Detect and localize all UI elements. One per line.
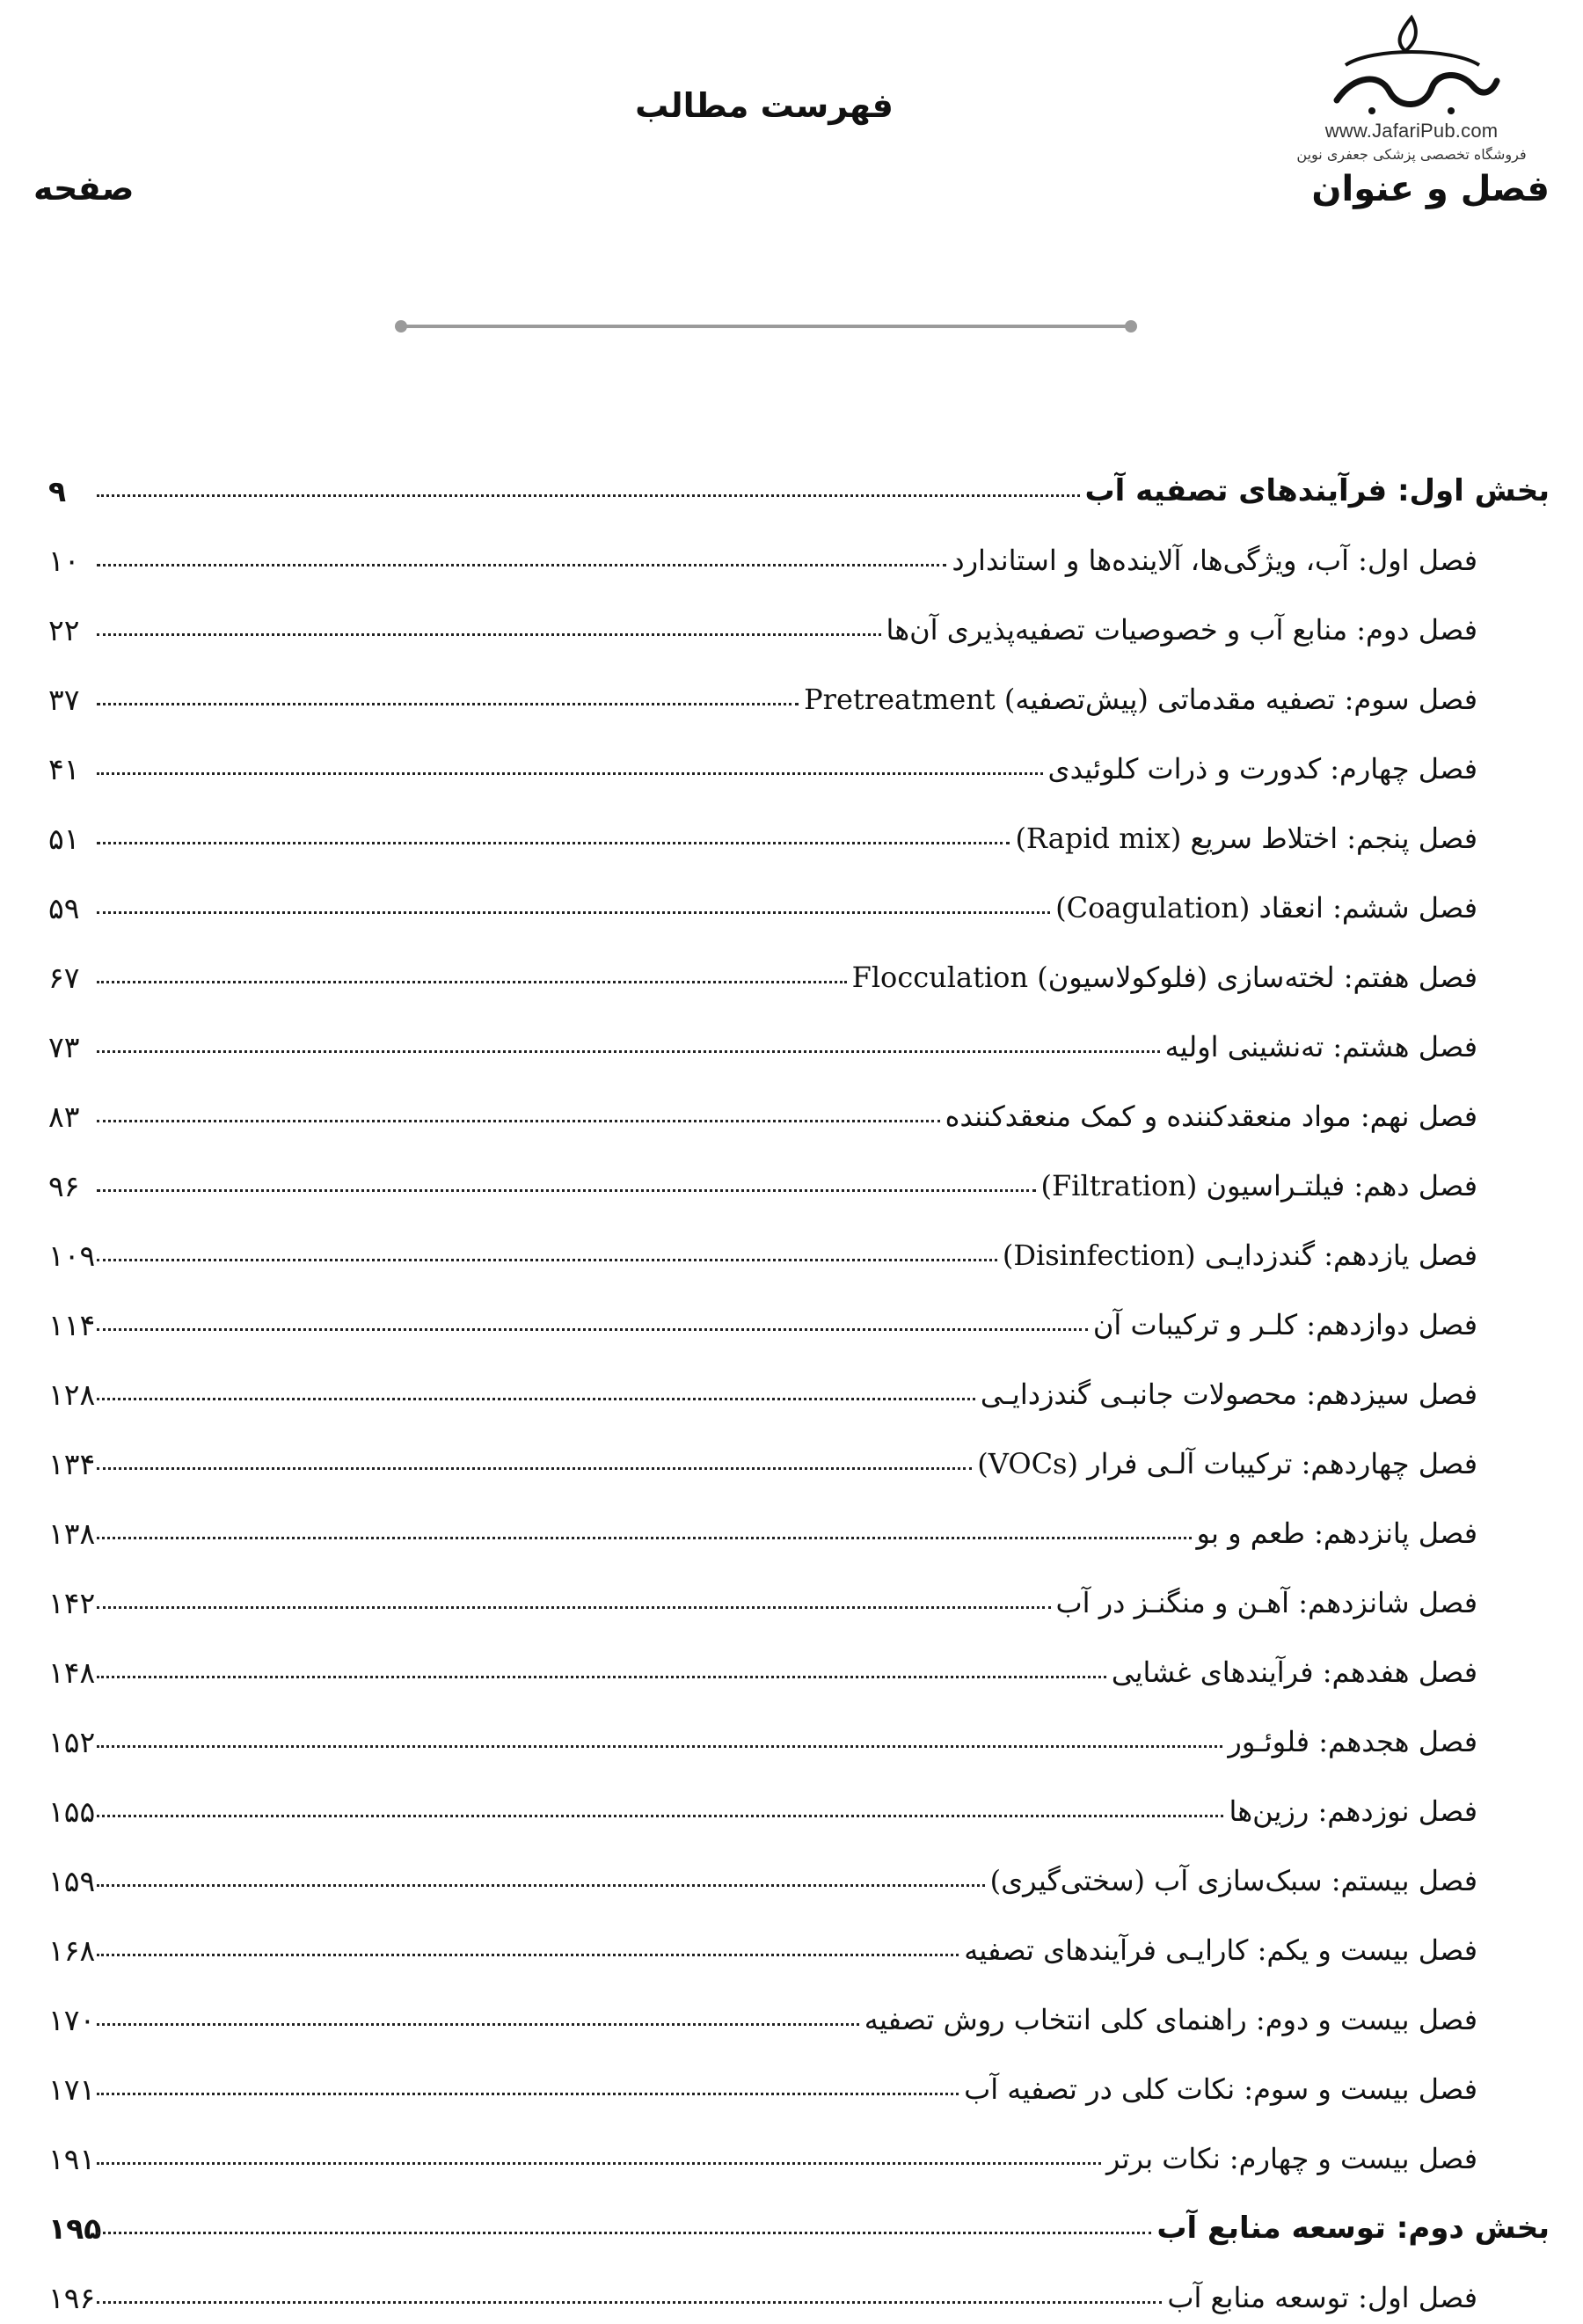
toc-leader-dots <box>97 2301 1162 2304</box>
toc-leader-dots <box>97 1120 940 1122</box>
chapter-title-heading: فصل و عنوان <box>1311 169 1550 209</box>
toc-leader-dots <box>97 494 1080 497</box>
toc-chapter-title: فصل اول: آب، ویژگی‌ها، آلاینده‌ها و استاندارد <box>948 544 1477 577</box>
toc-leader-dots <box>97 1259 997 1261</box>
toc-chapter-row[interactable] <box>0 1993 1583 2046</box>
toc-leader-dots <box>97 2093 959 2095</box>
toc-chapter-row[interactable] <box>0 1090 1583 1143</box>
toc-page-number: ۱۵۵ <box>48 1794 96 1829</box>
toc-page-number: ۱۶۸ <box>48 1933 96 1968</box>
toc-leader-dots <box>97 1398 975 1400</box>
toc-chapter-title: فصل اول: توسعه منابع آب <box>1164 2281 1477 2314</box>
toc-chapter-title: فصل شانزدهم: آهـن و منگنـز در آب <box>1053 1586 1477 1619</box>
toc-chapter-row[interactable] <box>0 2271 1583 2324</box>
toc-chapter-row[interactable] <box>0 742 1583 795</box>
toc-chapter-title: فصل پانزدهم: طعم و بو <box>1193 1516 1477 1550</box>
toc-chapter-row[interactable] <box>0 1020 1583 1073</box>
toc-chapter-row[interactable] <box>0 1715 1583 1768</box>
toc-chapter-title: فصل بیست و سوم: نکات کلی در تصفیه آب <box>960 2072 1477 2106</box>
toc-chapter-row[interactable] <box>0 1368 1583 1421</box>
toc-page-number: ۱۹۵ <box>48 2211 102 2246</box>
toc-leader-dots <box>97 703 799 705</box>
toc-page-number: ۱۹۱ <box>48 2141 96 2176</box>
toc-page-number: ۱۴۸ <box>48 1655 96 1690</box>
toc-chapter-title: فصل پنجم: اختلاط سریع (Rapid mix) <box>1011 822 1477 855</box>
toc-part-title: بخش دوم: توسعه منابع آب <box>1153 2211 1550 2246</box>
toc-chapter-row[interactable] <box>0 1437 1583 1490</box>
toc-chapter-row[interactable] <box>0 2063 1583 2116</box>
toc-page-number: ۵۱ <box>48 821 80 856</box>
page-title: فهرست مطالب <box>635 86 894 125</box>
toc-page-number: ۱۰۹ <box>48 1238 96 1273</box>
toc-leader-dots <box>97 1676 1106 1678</box>
toc-chapter-row[interactable] <box>0 534 1583 587</box>
toc-leader-dots <box>97 911 1050 914</box>
toc-chapter-row[interactable] <box>0 1298 1583 1351</box>
toc-chapter-row[interactable] <box>0 881 1583 934</box>
toc-page-number: ۱۲۸ <box>48 1377 96 1412</box>
toc-chapter-row[interactable] <box>0 603 1583 656</box>
toc-chapter-row[interactable] <box>0 1854 1583 1907</box>
toc-chapter-row[interactable] <box>0 951 1583 1004</box>
toc-leader-dots <box>97 1189 1036 1192</box>
toc-leader-dots <box>97 2232 1151 2234</box>
toc-page-number: ۲۲ <box>48 612 80 647</box>
toc-chapter-title: فصل دهم: فیلتـراسیون (Filtration) <box>1038 1169 1477 1202</box>
toc-chapter-row[interactable] <box>0 1159 1583 1212</box>
toc-chapter-title: فصل چهاردهم: ترکیبات آلـی فرار (VOCs) <box>974 1447 1477 1480</box>
toc-page-number: ۱۵۹ <box>48 1863 96 1898</box>
section-divider <box>395 321 1137 332</box>
toc-leader-dots <box>97 842 1010 844</box>
toc-page-number: ۱۰ <box>48 543 80 578</box>
toc-chapter-title: فصل بیست و دوم: راهنمای کلی انتخاب روش تصفیه <box>861 2003 1477 2036</box>
toc-page-number: ۱۷۱ <box>48 2072 96 2107</box>
toc-page-number: ۵۹ <box>48 890 80 925</box>
toc-leader-dots <box>97 564 946 566</box>
toc-leader-dots <box>97 1745 1222 1748</box>
toc-part-row[interactable] <box>0 2202 1583 2255</box>
toc-chapter-title: فصل هفدهم: فرآیندهای غشایی <box>1108 1655 1477 1689</box>
toc-page-number: ۹ <box>48 473 67 508</box>
toc-leader-dots <box>97 2162 1101 2165</box>
toc-page-number: ۹۶ <box>48 1168 80 1203</box>
toc-part-row[interactable] <box>0 464 1583 517</box>
toc-leader-dots <box>97 1328 1088 1331</box>
toc-chapter-title: فصل بیست و چهارم: نکات برتر <box>1103 2142 1477 2175</box>
logo-tagline: فروشگاه تخصصی پزشکی جعفری نوین <box>1296 146 1527 163</box>
toc-page-number: ۳۷ <box>48 682 80 717</box>
toc-page-number: ۱۵۲ <box>48 1724 96 1759</box>
toc-page-number: ۷۳ <box>48 1029 80 1064</box>
logo-url: www.JafariPub.com <box>1324 120 1499 142</box>
toc-leader-dots <box>97 1050 1160 1053</box>
toc-leader-dots <box>97 1606 1051 1609</box>
toc-part-title: بخش اول: فرآیندهای تصفیه آب <box>1082 473 1550 508</box>
toc-chapter-row[interactable] <box>0 1507 1583 1560</box>
toc-chapter-title: فصل دوم: منابع آب و خصوصیات تصفیه‌پذیری آن‌ها <box>883 613 1477 647</box>
toc-page-number: ۱۷۰ <box>48 2002 96 2037</box>
toc-chapter-title: فصل هشتم: ته‌نشینی اولیه <box>1162 1030 1477 1063</box>
toc-chapter-row[interactable] <box>0 673 1583 726</box>
toc-chapter-row[interactable] <box>0 2132 1583 2185</box>
toc-chapter-title: فصل نوزدهم: رزین‌ها <box>1225 1794 1477 1828</box>
toc-page-number: ۱۳۴ <box>48 1446 96 1481</box>
toc-page-number: ۸۳ <box>48 1099 80 1134</box>
toc-chapter-title: فصل بیستم: سبک‌سازی آب (سختی‌گیری) <box>987 1864 1477 1897</box>
toc-chapter-title: فصل دوازدهم: کلـر و ترکیبات آن <box>1090 1308 1477 1341</box>
publisher-logo <box>1280 12 1543 171</box>
toc-page-number: ۱۳۸ <box>48 1516 96 1551</box>
toc-chapter-row[interactable] <box>0 1785 1583 1838</box>
toc-chapter-title: فصل نهم: مواد منعقدکننده و کمک منعقدکننده <box>942 1100 1477 1133</box>
toc-page-number: ۱۴۲ <box>48 1585 96 1620</box>
toc-leader-dots <box>97 1467 972 1470</box>
toc-chapter-title: فصل سوم: تصفیه مقدماتی (پیش‌تصفیه) Pretreatment <box>800 683 1477 716</box>
toc-leader-dots <box>97 1537 1192 1539</box>
toc-chapter-row[interactable] <box>0 1924 1583 1977</box>
toc-leader-dots <box>97 1815 1223 1817</box>
toc-chapter-title: فصل چهارم: کدورت و ذرات کلوئیدی <box>1045 752 1477 786</box>
toc-chapter-title: فصل بیست و یکم: کارایـی فرآیندهای تصفیه <box>960 1933 1477 1967</box>
toc-chapter-title: فصل سیزدهم: محصولات جانبـی گندزدایـی <box>977 1378 1477 1411</box>
toc-chapter-row[interactable] <box>0 1229 1583 1282</box>
toc-page-number: ۱۱۴ <box>48 1307 96 1342</box>
toc-chapter-title: فصل یازدهم: گندزدایـی (Disinfection) <box>999 1239 1477 1272</box>
toc-page-number: ۶۷ <box>48 960 80 995</box>
toc-leader-dots <box>97 2023 859 2026</box>
toc-chapter-row[interactable] <box>0 812 1583 865</box>
toc-leader-dots <box>97 1884 985 1887</box>
page-number-heading: صفحه <box>33 169 135 208</box>
toc-chapter-title: فصل هجدهم: فلوئـور <box>1224 1725 1477 1758</box>
jafari-logo-icon <box>1319 12 1504 118</box>
toc-leader-dots <box>97 981 847 983</box>
toc-leader-dots <box>97 772 1043 775</box>
toc-page-number: ۱۹۶ <box>48 2280 96 2315</box>
toc-leader-dots <box>97 633 881 636</box>
toc-leader-dots <box>97 1954 959 1956</box>
toc-page-number: ۴۱ <box>48 751 80 786</box>
toc-chapter-title: فصل هفتم: لخته‌سازی (فلوکولاسیون) Flocculation <box>849 961 1477 994</box>
toc-chapter-row[interactable] <box>0 1576 1583 1629</box>
toc-chapter-row[interactable] <box>0 1646 1583 1699</box>
toc-chapter-title: فصل ششم: انعقاد (Coagulation) <box>1052 891 1477 924</box>
